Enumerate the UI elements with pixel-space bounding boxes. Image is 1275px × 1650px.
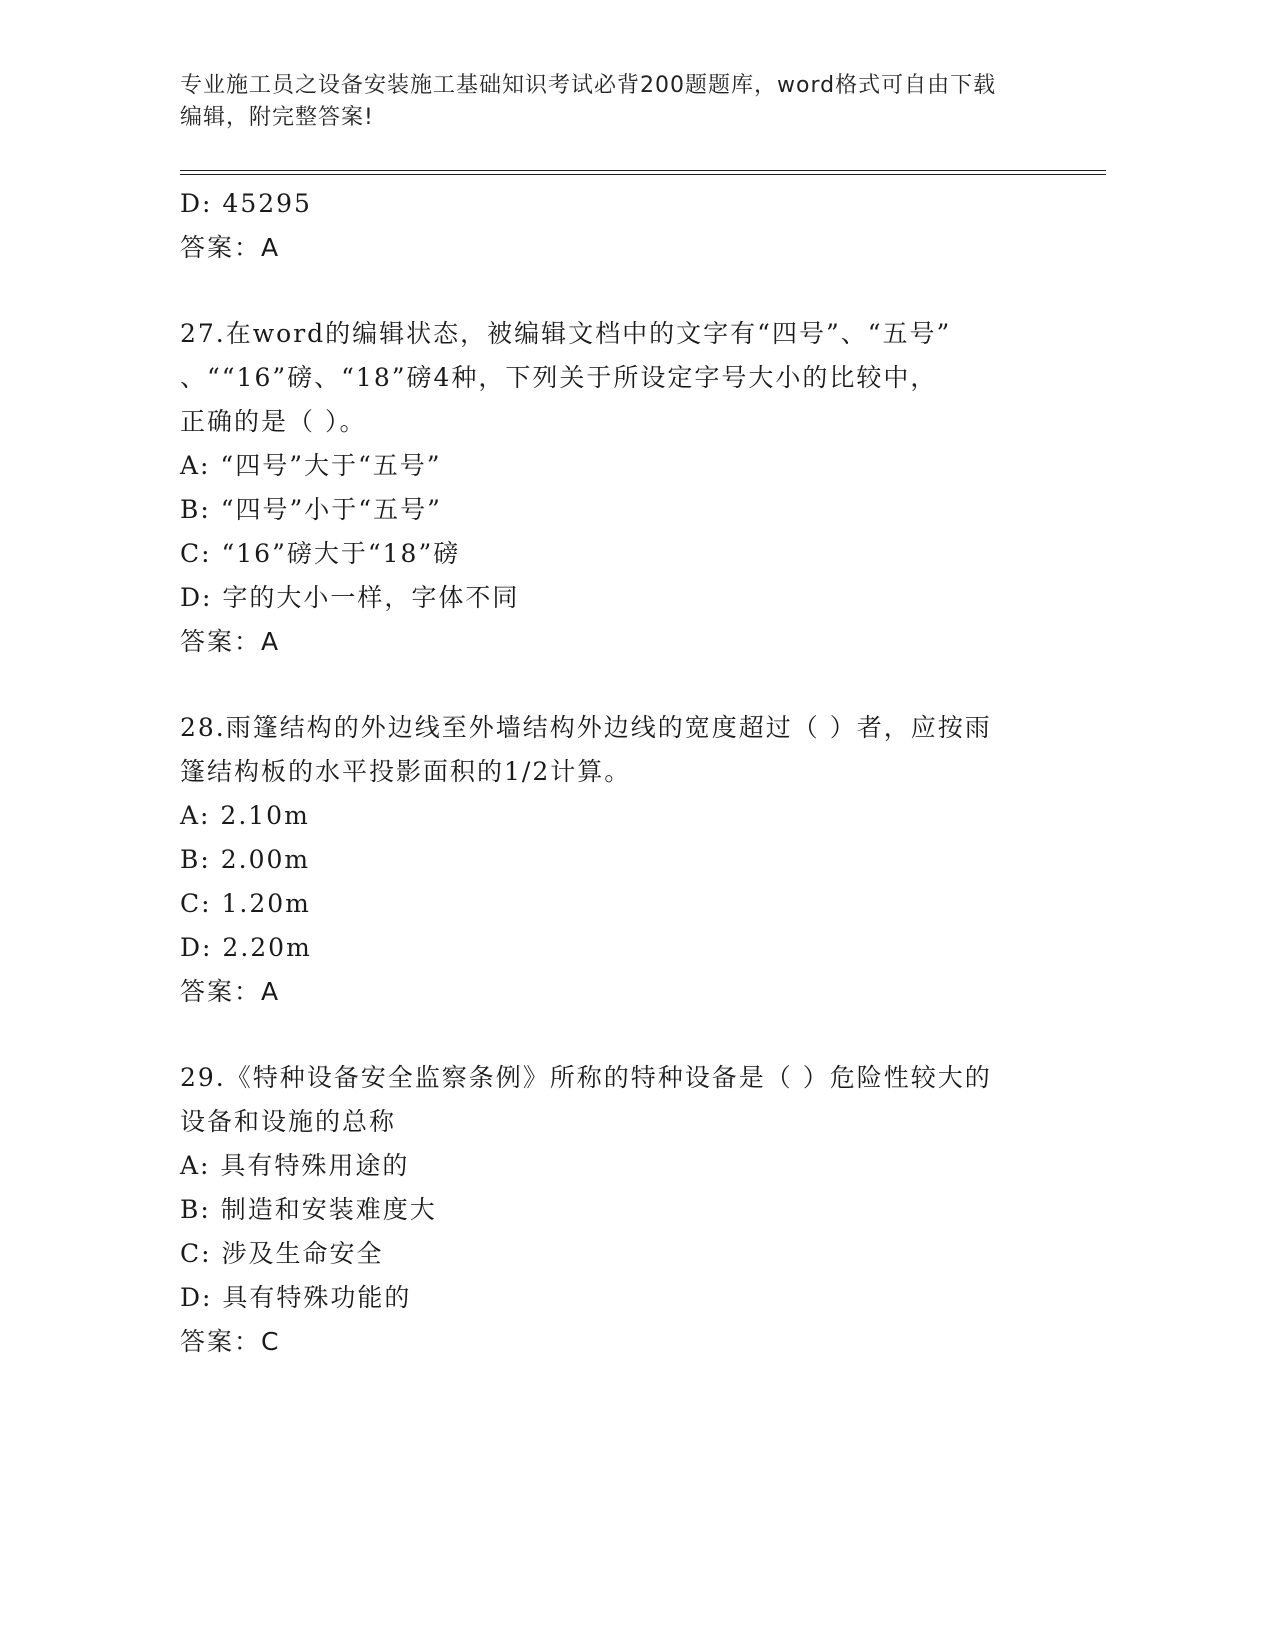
answer-line: 答案：A [180,233,281,262]
option-a: A: 具有特殊用途的 [180,1151,410,1180]
answer-line: 答案：A [180,977,281,1006]
previous-question-tail [180,182,1060,270]
question-stem-line: 、““16”磅、“18”磅4种，下列关于所设定字号大小的比较中， [180,363,938,392]
option-b: B: 2.00m [180,845,311,874]
question-stem-line: 设备和设施的总称 [180,1107,397,1136]
question-27 [180,312,1060,664]
header-title-line-1: 专业施工员之设备安装施工基础知识考试必背200题题库，word格式可自由下载 [180,73,997,98]
question-29 [180,1056,1060,1364]
option-b: B: “四号”小于“五号” [180,495,442,524]
header-title-line-2: 编辑，附完整答案! [180,105,374,130]
question-stem-line: 正确的是（ ）。 [180,407,367,436]
header-divider-bottom [180,174,1106,175]
document-header [180,70,1060,134]
option-d: D: 字的大小一样，字体不同 [180,583,520,612]
answer-line: 答案：A [180,627,281,656]
option-d: D: 2.20m [180,933,312,962]
header-divider-top [180,170,1106,171]
option-c: C: 涉及生命安全 [180,1239,384,1268]
question-28 [180,706,1060,1014]
option-d: D: 具有特殊功能的 [180,1283,412,1312]
option-a: A: “四号”大于“五号” [180,451,442,480]
question-stem-line: 28.雨篷结构的外边线至外墙结构外边线的宽度超过（ ）者，应按雨 [180,713,992,742]
option-c: C: 1.20m [180,889,311,918]
option-c: C: “16”磅大于“18”磅 [180,539,461,568]
question-content [180,182,1060,1364]
option-d: D: 45295 [180,189,312,218]
option-b: B: 制造和安装难度大 [180,1195,437,1224]
answer-line: 答案：C [180,1327,281,1356]
question-stem-line: 29.《特种设备安全监察条例》所称的特种设备是（ ）危险性较大的 [180,1063,992,1092]
option-a: A: 2.10m [180,801,310,830]
question-stem-line: 27.在word的编辑状态，被编辑文档中的文字有“四号”、“五号” [180,319,952,348]
question-stem-line: 篷结构板的水平投影面积的1/2计算。 [180,757,632,786]
